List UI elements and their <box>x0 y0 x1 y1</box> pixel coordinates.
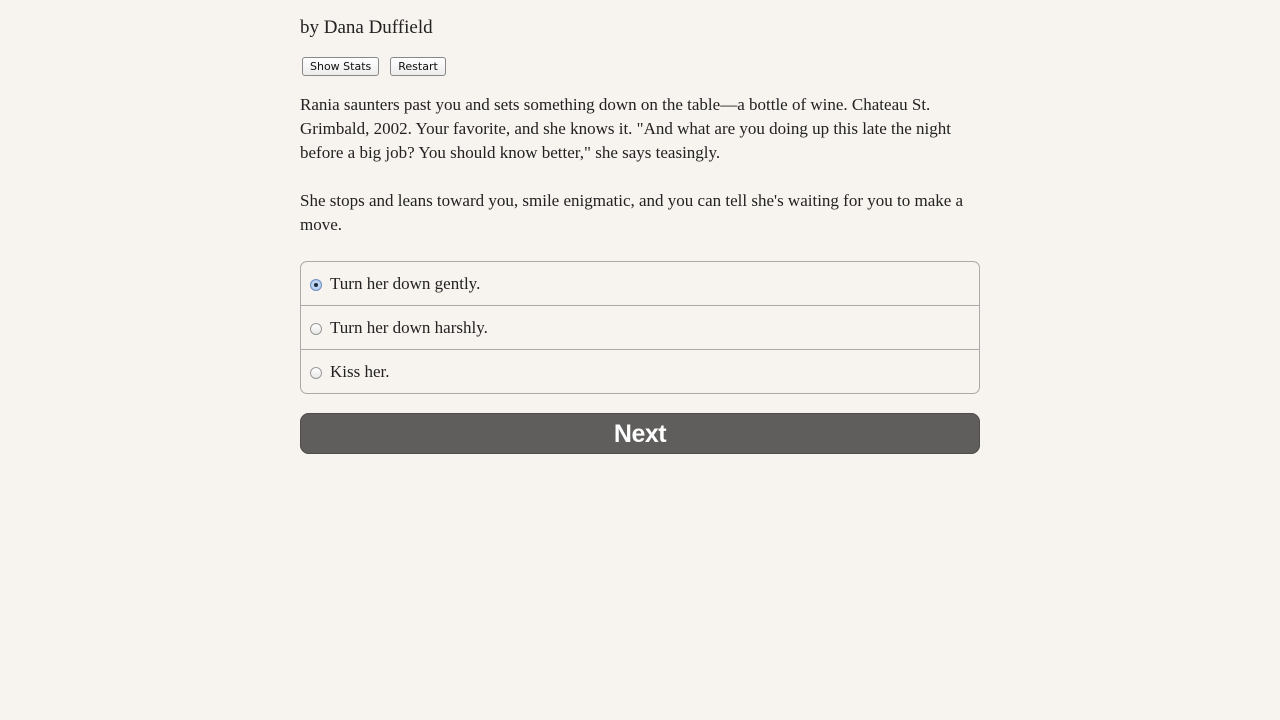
toolbar <box>300 57 980 77</box>
show-stats-button[interactable]: Show Stats <box>302 57 379 76</box>
radio-unselected-icon[interactable] <box>310 367 322 379</box>
choice-list <box>300 261 980 394</box>
choice-option-kiss-her[interactable] <box>301 349 979 393</box>
radio-unselected-icon[interactable] <box>310 323 322 335</box>
game-page <box>300 14 980 454</box>
choice-option-turn-down-harshly[interactable] <box>301 305 979 349</box>
story-text <box>300 93 980 237</box>
choice-label: Turn her down gently. <box>330 273 481 293</box>
author-byline: by Dana Duffield <box>300 17 433 38</box>
choice-option-turn-down-gently[interactable] <box>301 262 979 305</box>
next-button[interactable]: Next <box>300 413 980 454</box>
radio-selected-icon[interactable] <box>310 279 322 291</box>
story-paragraph: Rania saunters past you and sets something down on the table—a bottle of wine. Chateau St. Grimbald, 2002. Your favorite, and she knows it. "And what are you doing up this late the night before a big job? You should know better," she says teasingly. <box>300 95 951 162</box>
choice-label: Turn her down harshly. <box>330 317 488 337</box>
restart-button[interactable]: Restart <box>390 57 446 76</box>
choice-label: Kiss her. <box>330 361 390 381</box>
story-paragraph: She stops and leans toward you, smile enigmatic, and you can tell she's waiting for you to make a move. <box>300 191 964 234</box>
